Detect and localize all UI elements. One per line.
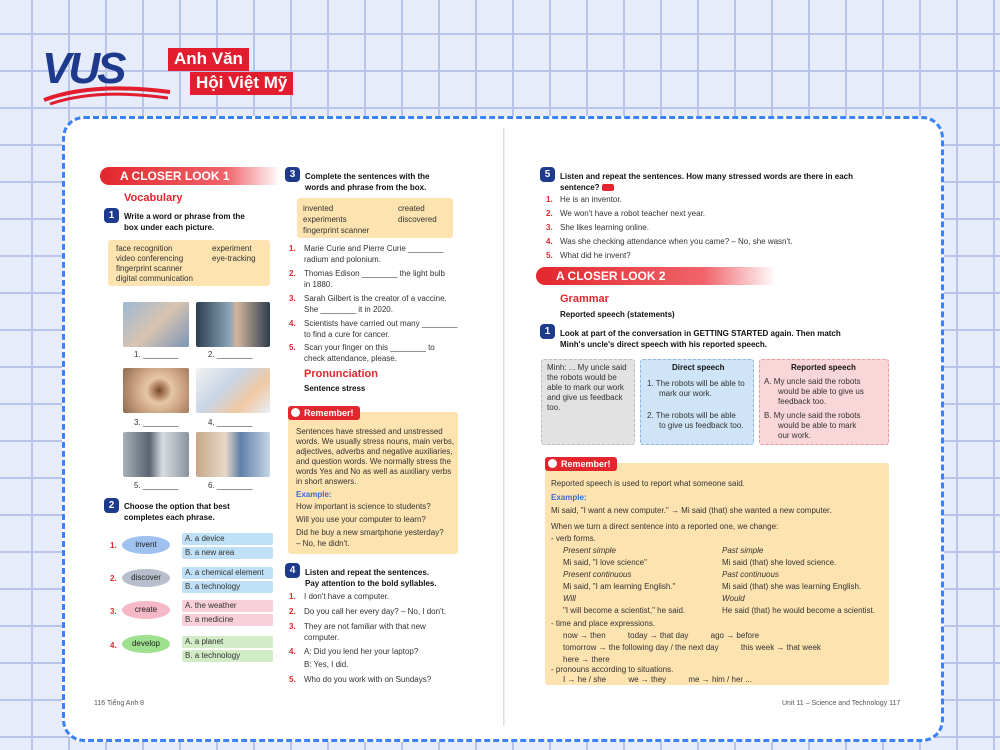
reported-speech-heading: Reported speech [791,363,856,372]
tense-example: Mi said (that) she loved science. [722,558,837,567]
ex2-option[interactable]: A. a planet [182,636,273,648]
ex1-word: experiment [212,244,252,253]
ex1-word: face recognition [116,244,173,253]
remember-example-label: Example: [296,490,332,499]
reported-speech-item: would be able to give us [778,387,864,396]
ex3-word: discovered [398,215,437,224]
ex4-sentence: A: Did you lend her your laptop? [304,647,419,656]
ex2-option[interactable]: B. a new area [182,547,273,559]
brand-line1: Anh Văn [168,48,249,71]
tense-label: Would [722,594,745,603]
ex5-item-number: 3. [546,223,553,232]
ex3-title-2: words and phrase from the box. [305,183,427,192]
ex5-item-number: 2. [546,209,553,218]
ex5-sentence: He is an inventor. [560,195,622,204]
ex4-item-number: 3. [289,622,296,631]
ex4-title-2: Pay attention to the bold syllables. [305,579,437,588]
ex3-sentence: She ________ it in 2020. [304,305,393,314]
photo-fingerprint-scanner [123,432,189,477]
ex5-sentence: We won't have a robot teacher next year. [560,209,706,218]
remember-text: words Yes and No as well as auxiliary verbs [296,467,452,476]
ex4-item-number: 2. [289,607,296,616]
direct-speech-item: to give us feedback too. [659,421,744,430]
photo-experiment [196,368,270,413]
remember-bullet: - time and place expressions. [551,619,656,628]
ex2-word-oval: develop [122,635,170,653]
left-page-footer: 116 Tiếng Anh 8 [94,700,145,707]
reported-speech-item: would be able to mark [778,421,857,430]
ex3-number: 3 [285,167,300,182]
direct-speech-heading: Direct speech [672,363,725,372]
reported-speech-item: feedback too. [778,397,827,406]
reported-speech-title: Reported speech (statements) [560,310,675,319]
ex4-sentence: B: Yes, I did. [304,660,349,669]
ex1-word: fingerprint scanner [116,264,183,273]
tense-example: He said (that) he would become a scientist. [722,606,875,615]
remember-tag-right [545,457,617,471]
ex5-title-2: sentence? [560,182,614,193]
direct-speech-item: mark our work. [659,389,712,398]
ex2-item-number: 1. [110,541,117,550]
remember-example: How important is science to students? [296,502,431,511]
ex1-number: 1 [104,208,119,223]
blank-4: 4. ________ [208,418,253,427]
tense-example: Mi said, "I am learning English." [563,582,676,591]
ex3-word: invented [303,204,334,213]
reported-speech-item[interactable]: B. My uncle said the robots [764,411,861,420]
ex1-word: digital communication [116,274,193,283]
ex5-number: 5 [540,167,555,182]
ex3-sentence: Scientists have carried out many ________ [304,319,458,328]
ex3-sentence: to find a cure for cancer. [304,330,390,339]
pronoun-row: I → he / she we → they me → him / her ... [563,675,752,684]
tense-label: Present continuous [563,570,632,579]
minh-quote: the robots would be [547,373,617,382]
blank-3: 3. ________ [134,418,179,427]
ex3-sentence: Scan your finger on this ________ to [304,343,435,352]
ex2-option[interactable]: B. a technology [182,650,273,662]
remember-text: Reported speech is used to report what someone said. [551,479,745,488]
ex5-item-number: 4. [546,237,553,246]
ex4-title-1: Listen and repeat the sentences. [305,568,430,577]
ex3-item-number: 5. [289,343,296,352]
sentence-stress-title: Sentence stress [304,384,366,393]
closer-look-1-banner: A CLOSER LOOK 1 [100,167,280,185]
tense-label: Past simple [722,546,764,555]
reported-speech-item[interactable]: A. My uncle said the robots [764,377,861,386]
right-page-footer: Unit 11 – Science and Technology 117 [782,700,901,707]
remember-text: When we turn a direct sentence into a reported one, we change: [551,522,779,531]
ex1-title-2: box under each picture. [124,223,215,232]
direct-speech-item[interactable]: 1. The robots will be able to [647,379,745,388]
remember-example: Will you use your computer to learn? [296,515,426,524]
blank-5: 5. ________ [134,481,179,490]
remember-example: Mi said, "I want a new computer." → Mi said (that) she wanted a new computer. [551,506,832,515]
remember-example: Did he buy a new smartphone yesterday? [296,528,444,537]
tense-label: Present simple [563,546,616,555]
photo-video-conferencing [196,432,270,477]
reported-speech-item: our work. [778,431,811,440]
lightbulb-icon [291,408,300,417]
ex1-title-1: Write a word or phrase from the [124,212,245,221]
remember-text: Sentences have stressed and unstressed [296,427,443,436]
photo-face-recognition [196,302,270,347]
ex1-right-title-1: Look at part of the conversation in GETTING STARTED again. Then match [560,329,841,338]
ex2-word-oval: discover [122,569,170,587]
ex3-title-1: Complete the sentences with the [305,172,430,181]
ex2-option[interactable]: A. a chemical element [182,567,273,579]
ex4-sentence: Do you call her every day? – No, I don't. [304,607,447,616]
audio-track-icon[interactable] [602,184,614,191]
ex3-item-number: 1. [289,244,296,253]
blank-1: 1. ________ [134,350,179,359]
ex2-item-number: 3. [110,607,117,616]
time-place-row: here → there [563,655,610,664]
blank-6: 6. ________ [208,481,253,490]
remember-bullet: - pronouns according to situations. [551,665,674,674]
ex2-item-number: 2. [110,574,117,583]
ex5-title-1: Listen and repeat the sentences. How many stressed words are there in each [560,172,853,181]
ex5-sentence: Was she checking attendance when you came? – No, she wasn't. [560,237,793,246]
tense-label: Will [563,594,576,603]
grammar-title: Grammar [560,293,609,305]
ex5-sentence: What did he invent? [560,251,631,260]
tense-example: Mi said (that) she was learning English. [722,582,862,591]
direct-speech-item[interactable]: 2. The robots will be able [647,411,736,420]
ex4-number: 4 [285,563,300,578]
ex3-sentence: Thomas Edison ________ the light bulb [304,269,445,278]
remember-tag-left [288,406,360,420]
ex3-sentence: in 1880. [304,280,333,289]
remember-text: adjectives, adverbs and negative auxiliaries, [296,447,453,456]
brand-line2: Hội Việt Mỹ [190,72,293,95]
pronunciation-title: Pronunciation [304,368,378,380]
ex2-option[interactable]: B. a medicine [182,614,273,626]
remember-text: words. We usually stress nouns, main verbs, [296,437,455,446]
time-place-row: now → then today → that day ago → before [563,631,760,640]
ex3-word: experiments [303,215,347,224]
blank-2: 2. ________ [208,350,253,359]
logo-swoosh-icon [42,84,172,106]
tense-example: "I will become a scientist," he said. [563,606,686,615]
ex2-item-number: 4. [110,641,117,650]
ex2-option[interactable]: A. a device [182,533,273,545]
ex2-title-1: Choose the option that best [124,502,230,511]
photo-eye-tracking [123,368,189,413]
ex1-word: video conferencing [116,254,184,263]
lightbulb-icon [548,459,557,468]
vocabulary-title: Vocabulary [124,192,183,204]
ex1-word: eye-tracking [212,254,256,263]
ex3-sentence: Marie Curie and Pierre Curie ________ [304,244,444,253]
remember-text: and question words. We normally stress the [296,457,452,466]
ex2-option[interactable]: A. the weather [182,600,273,612]
ex5-sentence: She likes learning online. [560,223,649,232]
ex2-number: 2 [104,498,119,513]
ex4-sentence: I don't have a computer. [304,592,390,601]
remember-example: – No, he didn't. [296,539,350,548]
minh-quote: too. [547,403,561,412]
ex1-right-title-2: Minh's uncle's direct speech with his reported speech. [560,340,767,349]
book-spine [503,128,505,726]
ex3-sentence: Sarah Gilbert is the creator of a vaccine. [304,294,447,303]
ex2-word-oval: create [122,601,170,619]
ex1-right-number: 1 [540,324,555,339]
ex4-sentence: They are not familiar with that new [304,622,426,631]
closer-look-2-banner: A CLOSER LOOK 2 [536,267,776,285]
remember-example-label: Example: [551,493,587,502]
ex5-item-number: 1. [546,195,553,204]
photo-digital-communication [123,302,189,347]
ex4-sentence: computer. [304,633,340,642]
logo-text: VUS [42,44,124,93]
ex3-sentence: radium and polonium. [304,255,381,264]
ex3-item-number: 4. [289,319,296,328]
remember-label: Remember! [561,459,611,469]
ex3-item-number: 2. [289,269,296,278]
ex3-item-number: 3. [289,294,296,303]
ex3-word: created [398,204,425,213]
ex2-option[interactable]: B. a technology [182,581,273,593]
tense-label: Past continuous [722,570,779,579]
tense-example: Mi said, "I love science" [563,558,647,567]
ex2-word-oval: invent [122,536,170,554]
ex4-sentence: Who do you work with on Sundays? [304,675,432,684]
remember-bullet: - verb forms. [551,534,596,543]
ex3-word: fingerprint scanner [303,226,370,235]
ex4-item-number: 4. [289,647,296,656]
time-place-row: tomorrow → the following day / the next day this week → that week [563,643,821,652]
ex4-item-number: 1. [289,592,296,601]
ex3-sentence: check attendance, please. [304,354,397,363]
minh-quote: able to mark our work [547,383,624,392]
remember-text: in short answers. [296,477,357,486]
remember-label: Remember! [304,408,354,418]
ex5-item-number: 5. [546,251,553,260]
minh-quote: Minh: ... My uncle said [547,363,627,372]
minh-quote: and give us feedback [547,393,623,402]
ex2-title-2: completes each phrase. [124,513,215,522]
ex4-item-number: 5. [289,675,296,684]
